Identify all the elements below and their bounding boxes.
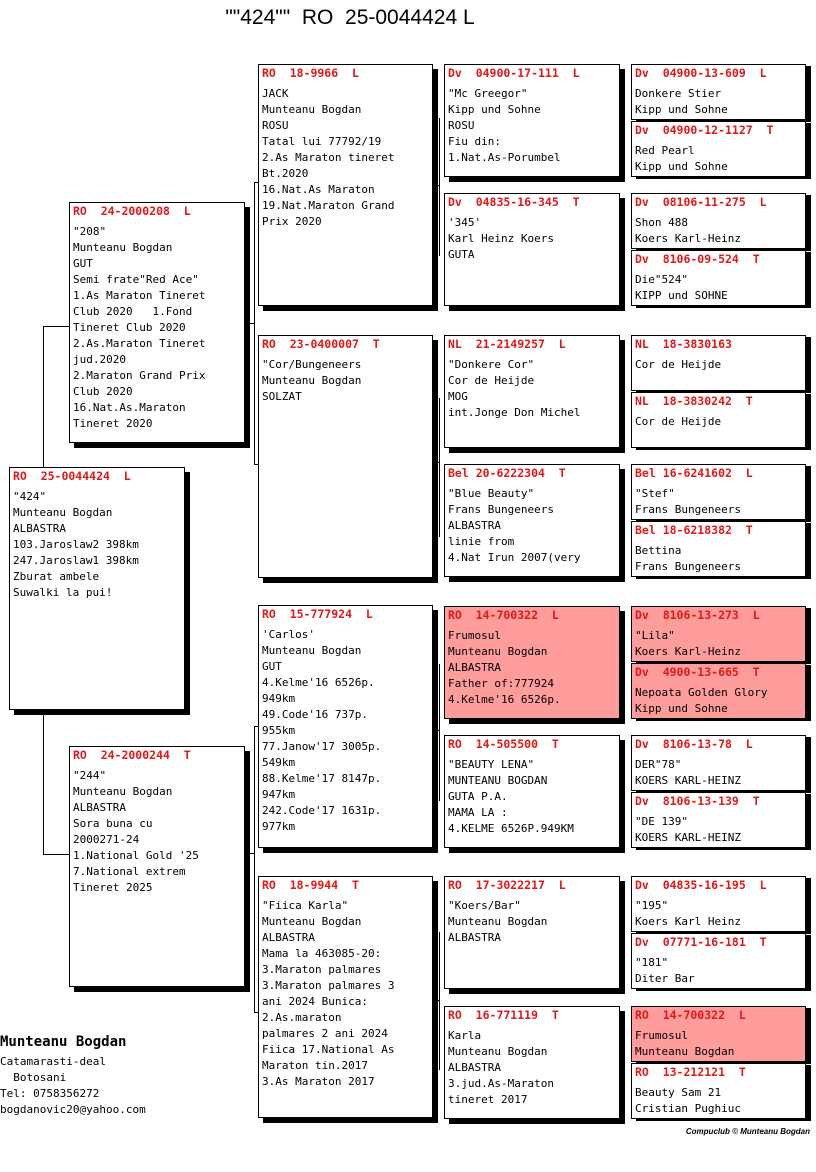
pedigree-line: "DE 139" [635,815,688,828]
pedigree-line: Bettina [635,544,682,557]
ring-number: Dv 04835-16-195 L [635,878,767,892]
ring-number: Dv 8106-13-273 L [635,608,760,622]
pedigree-line: Frumosul [448,629,501,642]
pedigree-box-dds[interactable] [444,876,620,989]
pedigree-line: 3.jud.As-Maraton [448,1077,554,1090]
pedigree-line: "Fiica Karla" [262,899,349,912]
pedigree-line: GUTA P.A. [448,790,508,803]
pedigree-line: Mama la 463085-20: [262,947,382,960]
pedigree-box-sire-dam[interactable] [258,335,433,578]
pedigree-line: 88.Kelme'17 8147p. [262,772,382,785]
pedigree-box-sire[interactable] [69,202,245,443]
ring-number: Dv 8106-13-139 T [635,794,760,808]
pedigree-line: 3.Maraton palmares [262,963,382,976]
pedigree-line: DER"78" [635,758,682,771]
pedigree-line: Diter Bar [635,972,695,985]
pedigree-box-g2[interactable] [631,121,806,177]
pedigree-line: "Donkere Cor" [448,358,535,371]
pedigree-line: "Blue Beauty" [448,487,535,500]
ring-number: Dv 07771-16-181 T [635,935,767,949]
ring-number: RO 24-2000208 L [73,204,191,218]
pedigree-box-g1[interactable] [631,64,806,120]
pedigree-box-sds[interactable] [444,335,620,448]
pedigree-line: MUNTEANU BOGDAN [448,774,548,787]
pedigree-line: Club 2020 [73,385,133,398]
pedigree-line: ROSU [262,119,289,132]
pedigree-line: 4.Nat Irun 2007(very [448,551,581,564]
pedigree-box-ddd[interactable] [444,1006,620,1119]
owner-name: Munteanu Bogdan [0,1034,127,1050]
ring-number: RO 16-771119 T [448,1008,559,1022]
pedigree-line: "Cor/Bungeneers [262,358,362,371]
pedigree-box-g13[interactable] [631,876,806,932]
pedigree-line: Donkere Stier [635,87,722,100]
ring-number: Bel 18-6218382 T [635,523,753,537]
pedigree-line: Munteanu Bogdan [262,103,362,116]
pedigree-line: Fiica 17.National As [262,1043,395,1056]
pedigree-line: 1.National Gold '25 [73,849,199,862]
pedigree-line: 49.Code'16 737p. [262,708,368,721]
owner-contact [0,1034,146,1118]
pedigree-box-subject[interactable] [9,467,185,710]
pedigree-line: Bt.2020 [262,167,309,180]
pedigree-line: "Mc Greegor" [448,87,528,100]
pedigree-line: 955km [262,724,296,737]
pedigree-line: Sora buna cu [73,817,153,830]
pedigree-line: linie from [448,535,515,548]
ring-number: NL 18-3830163 [635,337,732,351]
ring-number: RO 17-3022217 L [448,878,566,892]
owner-line: Catamarasti-deal [0,1055,106,1068]
pedigree-box-g7[interactable] [631,464,806,520]
pedigree-line: JACK [262,87,289,100]
pedigree-box-g11[interactable] [631,735,806,791]
pedigree-line: Koers Karl Heinz [635,915,741,928]
pedigree-line: Prix 2020 [262,215,322,228]
ring-number: Dv 04900-12-1127 T [635,123,774,137]
pedigree-line: KOERS KARL-HEINZ [635,831,741,844]
pedigree-line: 16.Nat.As Maraton [262,183,375,196]
pedigree-line: 947km [262,788,296,801]
pedigree-line: 949km [262,692,296,705]
pedigree-line: 2.As.maraton [262,1011,342,1024]
pedigree-box-g16[interactable] [631,1063,806,1119]
pedigree-line: Cristian Pughiuc [635,1102,741,1115]
pedigree-box-g8[interactable] [631,521,806,577]
ring-number: RO 23-0400007 T [262,337,380,351]
pedigree-box-dsd[interactable] [444,735,620,848]
pedigree-line: MOG [448,390,468,403]
pedigree-line: Cor de Heijde [448,374,535,387]
pedigree-box-g6[interactable] [631,392,806,448]
pedigree-line: SOLZAT [262,390,302,403]
pedigree-line: palmares 2 ani 2024 [262,1027,388,1040]
pedigree-line: Munteanu Bogdan [13,506,113,519]
owner-phone: Tel: 0758356272 [0,1087,100,1100]
pedigree-line: Munteanu Bogdan [448,915,548,928]
ring-number: RO 14-700322 L [448,608,559,622]
pedigree-line: Suwalki la pui! [13,586,113,599]
pedigree-line: ROSU [448,119,475,132]
pedigree-line: Kipp und Sohne [635,160,728,173]
pedigree-box-g4[interactable] [631,250,806,306]
pedigree-line: ALBASTRA [262,931,315,944]
pedigree-line: 3.Maraton palmares 3 [262,979,395,992]
ring-number: Dv 08106-11-275 L [635,195,767,209]
pedigree-line: 3.As Maraton 2017 [262,1075,375,1088]
pedigree-box-g9[interactable] [631,606,806,662]
ring-number: RO 13-212121 T [635,1065,746,1079]
pedigree-line: ALBASTRA [13,522,66,535]
pedigree-line: Fiu din: [448,135,501,148]
pedigree-line: Munteanu Bogdan [448,645,548,658]
ring-number: RO 24-2000244 T [73,748,191,762]
pedigree-line: 103.Jaroslaw2 398km [13,538,139,551]
pedigree-line: Red Pearl [635,144,695,157]
pedigree-line: Semi frate"Red Ace" [73,273,199,286]
pedigree-line: '345' [448,216,482,229]
pedigree-line: 7.National extrem [73,865,186,878]
pedigree-line: 19.Nat.Maraton Grand [262,199,395,212]
pedigree-line: 4.Kelme'16 6526p. [262,676,375,689]
pedigree-box-g15[interactable] [631,1006,806,1062]
ring-number: Dv 04900-17-111 L [448,66,580,80]
pedigree-line: ALBASTRA [448,1061,501,1074]
pedigree-line: Die"524" [635,273,688,286]
pedigree-line: "Lila" [635,629,675,642]
pedigree-box-g10[interactable] [631,663,806,719]
pedigree-box-dam-dam[interactable] [258,876,433,1118]
ring-number: Dv 04835-16-345 T [448,195,580,209]
pedigree-line: 977km [262,820,296,833]
pedigree-line: GUTA [448,248,475,261]
pedigree-line: Shon 488 [635,216,688,229]
pedigree-line: Zburat ambele [13,570,100,583]
pedigree-line: 1.As Maraton Tineret [73,289,206,302]
ring-number: RO 25-0044424 L [13,469,131,483]
ring-number: Bel 16-6241602 L [635,466,753,480]
pedigree-box-g3[interactable] [631,193,806,249]
pedigree-line: Munteanu Bogdan [262,374,362,387]
pedigree-line: 77.Janow'17 3005p. [262,740,382,753]
ring-number: RO 15-777924 L [262,607,373,621]
pedigree-line: 'Carlos' [262,628,315,641]
pedigree-line: 2.Maraton Grand Prix [73,369,206,382]
pedigree-line: 2000271-24 [73,833,140,846]
pedigree-line: Tatal lui 77792/19 [262,135,382,148]
pedigree-box-dam-sire[interactable] [258,605,433,848]
pedigree-line: Munteanu Bogdan [73,241,173,254]
pedigree-line: Maraton tin.2017 [262,1059,368,1072]
pedigree-line: 16.Nat.As.Maraton [73,401,186,414]
pedigree-line: Kipp und Sohne [635,702,728,715]
pedigree-box-ssd[interactable] [444,193,620,306]
pedigree-line: Karla [448,1029,482,1042]
pedigree-line: Munteanu Bogdan [262,915,362,928]
ring-number: RO 14-700322 L [635,1008,746,1022]
pedigree-box-dam[interactable] [69,746,245,987]
page-title: ""424"" RO 25-0044424 L [225,6,475,29]
pedigree-line: "424" [13,490,47,503]
pedigree-line: "Stef" [635,487,675,500]
pedigree-line: Beauty Sam 21 [635,1086,722,1099]
pedigree-line: 1.Nat.As-Porumbel [448,151,561,164]
pedigree-box-g5[interactable] [631,335,806,391]
pedigree-line: "195" [635,899,669,912]
pedigree-line: Frans Bungeneers [635,560,741,573]
owner-email[interactable]: bogdanovic20@yahoo.com [0,1103,146,1116]
pedigree-line: KOERS KARL-HEINZ [635,774,741,787]
pedigree-line: jud.2020 [73,353,126,366]
ring-number: RO 18-9944 T [262,878,359,892]
pedigree-line: "Koers/Bar" [448,899,521,912]
pedigree-line: Frans Bungeneers [635,503,741,516]
pedigree-line: ALBASTRA [448,519,501,532]
pedigree-line: Karl Heinz Koers [448,232,554,245]
ring-number: NL 21-2149257 L [448,337,566,351]
pedigree-line: GUT [262,660,282,673]
ring-number: Dv 4900-13-665 T [635,665,760,679]
pedigree-line: Club 2020 1.Fond [73,305,193,318]
pedigree-line: Kipp und Sohne [635,103,728,116]
pedigree-line: Frumosul [635,1029,688,1042]
pedigree-line: 549km [262,756,296,769]
pedigree-line: 2.As Maraton tineret [262,151,395,164]
pedigree-line: 4.Kelme'16 6526p. [448,693,561,706]
pedigree-line: Munteanu Bogdan [448,1045,548,1058]
pedigree-line: Koers Karl-Heinz [635,232,741,245]
pedigree-line: Cor de Heijde [635,358,722,371]
pedigree-line: Cor de Heijde [635,415,722,428]
pedigree-line: Father of:777924 [448,677,554,690]
pedigree-box-sss[interactable] [444,64,620,177]
ring-number: Dv 04900-13-609 L [635,66,767,80]
pedigree-line: 242.Code'17 1631p. [262,804,382,817]
pedigree-line: MAMA LA : [448,806,508,819]
ring-number: RO 14-505500 T [448,737,559,751]
ring-number: Dv 8106-13-78 L [635,737,753,751]
pedigree-line: "208" [73,225,107,238]
footer-credit: Compuclub © Munteanu Bogdan [685,1127,810,1136]
pedigree-line: Munteanu Bogdan [262,644,362,657]
pedigree-box-sdd[interactable] [444,464,620,577]
pedigree-line: Tineret 2025 [73,881,153,894]
pedigree-line: 2.As.Maraton Tineret [73,337,206,350]
pedigree-line: Frans Bungeneers [448,503,554,516]
pedigree-line: "244" [73,769,107,782]
pedigree-box-sire-sire[interactable] [258,64,433,306]
ring-number: Dv 8106-09-524 T [635,252,760,266]
pedigree-line: 247.Jaroslaw1 398km [13,554,139,567]
pedigree-line: Nepoata Golden Glory [635,686,768,699]
pedigree-line: Munteanu Bogdan [73,785,173,798]
pedigree-box-dss[interactable] [444,606,620,719]
pedigree-line: Tineret 2020 [73,417,153,430]
pedigree-line: ALBASTRA [448,661,501,674]
pedigree-line: ALBASTRA [73,801,126,814]
pedigree-box-g14[interactable] [631,933,806,989]
pedigree-line: Kipp und Sohne [448,103,541,116]
pedigree-line: int.Jonge Don Michel [448,406,581,419]
pedigree-box-g12[interactable] [631,792,806,848]
pedigree-line: Tineret Club 2020 [73,321,186,334]
pedigree-line: ani 2024 Bunica: [262,995,368,1008]
ring-number: Bel 20-6222304 T [448,466,566,480]
pedigree-line: ALBASTRA [448,931,501,944]
pedigree-line: KIPP und SOHNE [635,289,728,302]
ring-number: NL 18-3830242 T [635,394,753,408]
pedigree-line: 4.KELME 6526P.949KM [448,822,574,835]
pedigree-line: tineret 2017 [448,1093,528,1106]
pedigree-line: GUT [73,257,93,270]
pedigree-line: Koers Karl-Heinz [635,645,741,658]
ring-number: RO 18-9966 L [262,66,359,80]
pedigree-line: Munteanu Bogdan [635,1045,735,1058]
owner-line: Botosani [0,1071,67,1084]
pedigree-line: "BEAUTY LENA" [448,758,535,771]
pedigree-line: "181" [635,956,669,969]
